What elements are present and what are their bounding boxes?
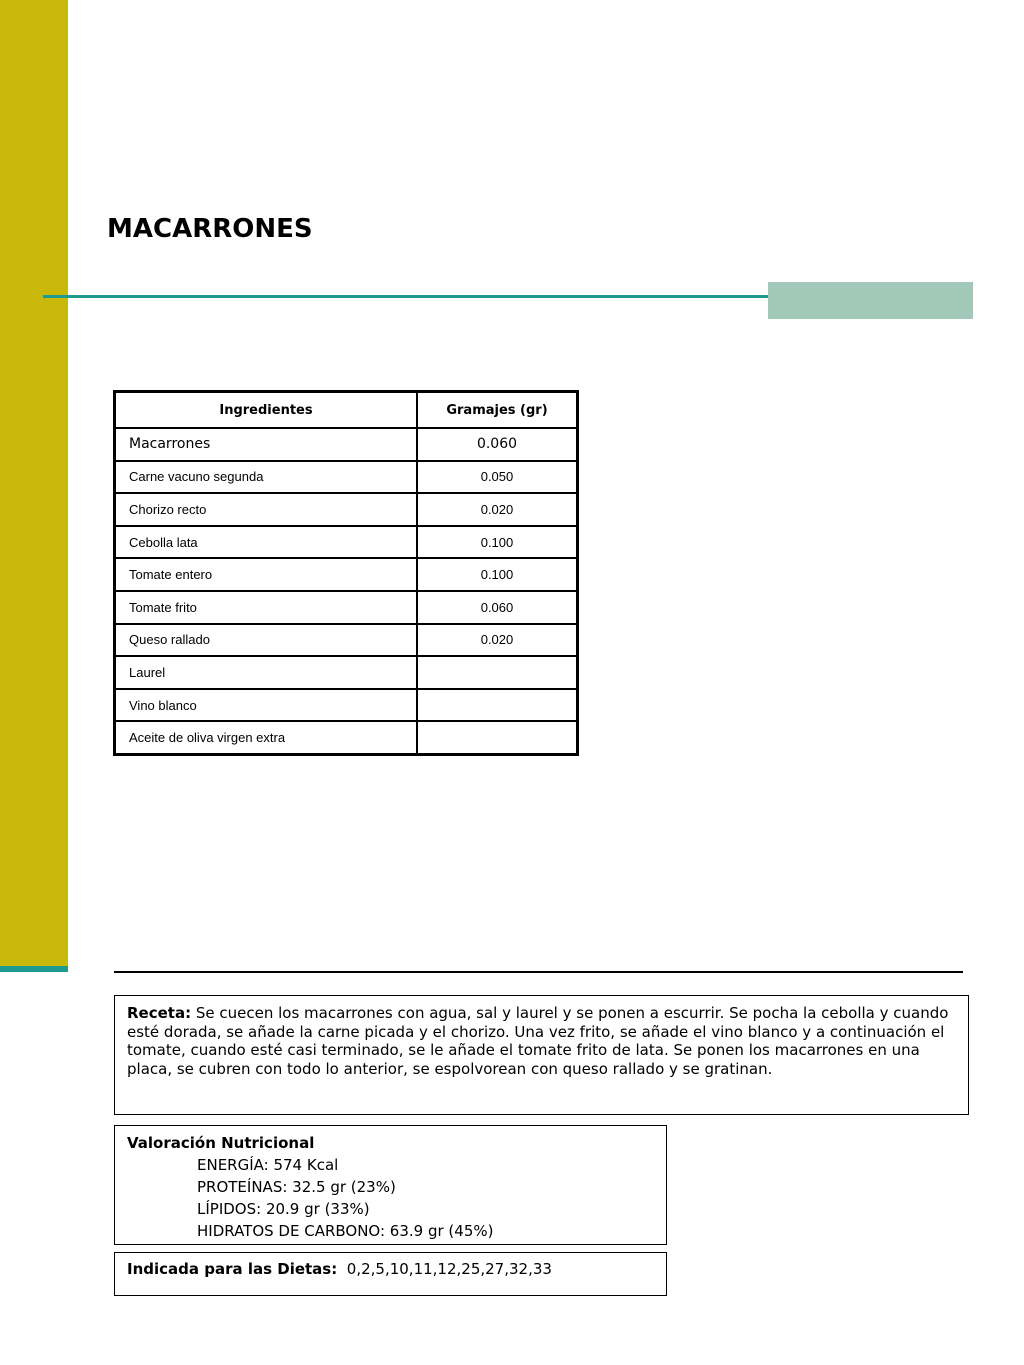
grams-cell: 0.020 (417, 493, 578, 526)
ingredient-cell: Queso rallado (115, 624, 418, 657)
grams-cell (417, 721, 578, 754)
header-ingredients: Ingredientes (115, 392, 418, 429)
sidebar-accent-foot (0, 966, 68, 972)
ingredient-cell: Carne vacuno segunda (115, 461, 418, 494)
grams-cell: 0.050 (417, 461, 578, 494)
table-row (115, 428, 578, 461)
title-accent-block (768, 282, 973, 319)
table-row (115, 689, 578, 722)
table-row (115, 656, 578, 689)
sidebar-accent-bar (0, 0, 68, 968)
grams-cell (417, 656, 578, 689)
ingredient-cell: Cebolla lata (115, 526, 418, 559)
ingredients-table (113, 390, 579, 756)
ingredient-cell: Tomate frito (115, 591, 418, 624)
diets-label: Indicada para las Dietas: (127, 1260, 338, 1278)
nutrition-heading: Valoración Nutricional (127, 1134, 315, 1152)
page-title: MACARRONES (107, 214, 313, 244)
ingredient-cell: Macarrones (115, 428, 418, 461)
nutrition-lipids: LÍPIDOS: 20.9 gr (33%) (197, 1200, 370, 1218)
table-row (115, 721, 578, 754)
grams-cell: 0.020 (417, 624, 578, 657)
table-row (115, 461, 578, 494)
table-row (115, 526, 578, 559)
grams-cell: 0.060 (417, 591, 578, 624)
diets-value: 0,2,5,10,11,12,25,27,32,33 (346, 1260, 552, 1278)
table-row (115, 591, 578, 624)
ingredient-cell: Laurel (115, 656, 418, 689)
section-divider (114, 971, 963, 973)
nutrition-box (114, 1125, 667, 1245)
diets-box (114, 1252, 667, 1296)
table-row (115, 493, 578, 526)
recipe-box (114, 995, 969, 1115)
table-row (115, 624, 578, 657)
recipe-label: Receta: (127, 1004, 192, 1022)
grams-cell: 0.100 (417, 526, 578, 559)
grams-cell: 0.100 (417, 558, 578, 591)
ingredient-cell: Tomate entero (115, 558, 418, 591)
ingredient-cell: Vino blanco (115, 689, 418, 722)
nutrition-protein: PROTEÍNAS: 32.5 gr (23%) (197, 1178, 396, 1196)
table-header-row (115, 392, 578, 429)
ingredient-cell: Aceite de oliva virgen extra (115, 721, 418, 754)
header-grams: Gramajes (gr) (417, 392, 578, 429)
ingredient-cell: Chorizo recto (115, 493, 418, 526)
table-row (115, 558, 578, 591)
recipe-text: Se cuecen los macarrones con agua, sal y laurel y se ponen a escurrir. Se pocha la cebolla y cuando esté dorada, se añade la carne picada y el chorizo. Una vez frito, se añade el vino blanco y a continuación el tomate, cuando esté casi terminado, se le añade el tomate frito de lata. Se ponen los macarrones en una placa, se cubren con todo lo anterior, se espolvorean con queso rallado y se gratinan. (127, 1004, 949, 1078)
grams-cell (417, 689, 578, 722)
nutrition-energy: ENERGÍA: 574 Kcal (197, 1156, 339, 1174)
nutrition-carbs: HIDRATOS DE CARBONO: 63.9 gr (45%) (197, 1222, 494, 1240)
grams-cell: 0.060 (417, 428, 578, 461)
